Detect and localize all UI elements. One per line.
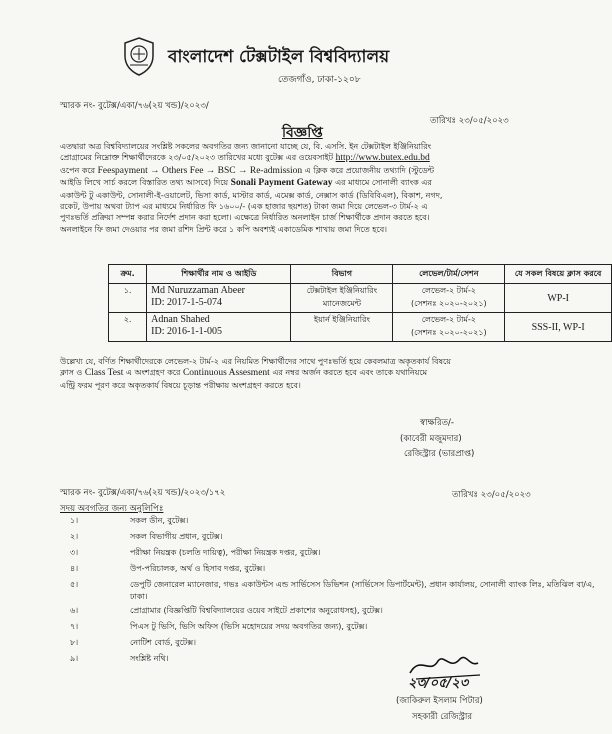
handwritten-date: ২৩/০৫/২৩ [408, 676, 469, 691]
session: (সেশনঃ ২০২০-২০২১) [411, 328, 487, 337]
col-header-courses: যে সকল বিষয়ে ক্লাস করবে [505, 265, 612, 284]
student-id: ID: 2016-1-1-005 [151, 326, 222, 337]
student-table [108, 264, 612, 342]
col-header-department: বিভাগ [291, 265, 393, 284]
body-text-span: প্রোগ্রামের নিম্নোক্ত শিক্ষার্থীদেরকে ২৩/০৫/২০২৩ তারিখের মধ্যে বুটেক্স এর ওয়েবসাইট [60, 153, 334, 163]
row-student [147, 313, 291, 342]
signatory-2-designation: সহকারী রেজিস্ট্রার [412, 712, 473, 722]
body-line [60, 177, 560, 189]
notice-body [60, 141, 560, 235]
list-item-text: নোটিশ বোর্ড, বুটেক্স। [130, 638, 197, 647]
list-item-text: সকল বিভাগীয় প্রধান, বুটেক্স। [130, 532, 223, 541]
body-line: পুণঃভর্তি প্রক্রিয়া সম্পন্ন করার নির্দেশ প্রদান করা হলো। এক্ষেত্রে নির্ধারিত অনলাইন চার্জ শিক্ষার্থীকে প্রদান করতে হবে। [60, 213, 430, 223]
payment-path: Feespayment → Others Fee → BSC → Re-admission [97, 165, 303, 176]
signature-signed: স্বাক্ষরিত/- [420, 418, 454, 428]
list-item-number: ২। [70, 532, 79, 541]
notice-title: বিজ্ঞপ্তি [282, 125, 323, 141]
list-item-text: সংশ্লিষ্ট নথি। [130, 654, 169, 663]
note-text-span: এ অংশগ্রহণ করে [125, 368, 181, 378]
note-paragraph [60, 356, 560, 391]
table-row [109, 313, 612, 342]
level-term: লেভেল-২ টার্ম-২ [421, 286, 476, 295]
department-line: ম্যানেজমেন্ট [322, 299, 362, 308]
student-name: Md Nuruzzaman Abeer [151, 285, 246, 296]
list-item-text: পরীক্ষা নিয়ন্ত্রক (চলতি দায়িত্ব), পরীক্ষা নিয়ন্ত্রক দপ্তর, বুটেক্স। [130, 548, 321, 557]
memo-number-2: স্মারক নং- বুটেক্স/একা/৭৬(২য় খন্ড)/২০২৩/১৭২ [60, 488, 226, 498]
university-name: বাংলাদেশ টেক্সটাইল বিশ্ববিদ্যালয় [168, 47, 390, 67]
list-item-number: ৩। [70, 548, 79, 557]
table-row [109, 284, 612, 313]
col-header-serial: ক্রম. [109, 265, 147, 284]
body-line: এতদ্বারা অত্র বিশ্ববিদ্যালয়ের সংশ্লিষ্ট সকলের অবগতির জন্য জানানো যাচ্ছে যে, বি. এসসি. ইন টেক্সটাইল ইঞ্জিনিয়ারিং [60, 142, 432, 151]
department-line: টেক্সটাইল ইঞ্জিনিয়ারিং [306, 286, 378, 295]
row-student [147, 284, 291, 313]
row-courses: SSS-II, WP-I [505, 313, 612, 342]
body-line [60, 165, 560, 177]
list-item-number: ৬। [70, 606, 79, 615]
student-id: ID: 2017-1-5-074 [151, 297, 222, 308]
body-line [60, 152, 560, 164]
student-name: Adnan Shahed [151, 314, 210, 325]
website-link[interactable]: http://www.butex.edu.bd [335, 153, 430, 164]
list-item-number: ৭। [70, 622, 79, 631]
list-item-number: ৫। [70, 580, 79, 589]
university-logo-icon [122, 36, 156, 76]
note-line: উল্লেখ্য যে, বর্ণিত শিক্ষার্থীদেরকে লেভেল-২ টার্ম-২ এর নিয়মিত শিক্ষার্থীদের সাথে পুণঃভর্তি হয়ে কেবলমাত্র অকৃতকার্য বিষয়ে [60, 357, 451, 366]
note-text-span: এর নম্বর অর্জন করতে হবে এবং তাকে যথানিয়মে [272, 368, 428, 378]
body-text-span: এ ক্লিক করে প্রয়োজনীয় তথ্যাদি (স্টুডেন্ট [304, 165, 435, 175]
row-level [393, 313, 505, 342]
list-item-number: ৪। [70, 564, 79, 573]
signatory-2-name: (জাকিরুল ইসলাম পিটার) [396, 696, 483, 706]
table-header-row [109, 265, 612, 284]
list-item-text: প্রোগ্রামার (বিজ্ঞপ্তিটি বিশ্ববিদ্যালয়ের ওয়েব সাইটে প্রকাশের অনুরোধসহ), বুটেক্স। [130, 606, 383, 615]
list-item-text: ডেপুটি জেনারেল ম্যানেজার, গভঃ একাউন্টস এন্ড সার্ভিসেস ডিভিশন (সার্ভিসেস ডিপার্টমেন্ট), প্রধান কার্যালয়, সোনালী ব্যাংক লিঃ, মতিঝিল বা/এ, ঢাকা। [130, 580, 595, 601]
body-text-span: এর মাধ্যমে সোনালী ব্যাংক এর [335, 178, 432, 188]
note-line [60, 367, 560, 379]
note-line: এন্ট্রি ফরম পূরণ করে অকৃতকার্য বিষয়ে চূড়ান্ত পরীক্ষায় অংশগ্রহণ করতে হবে। [60, 380, 301, 390]
body-line: অনলাইনে ফি জমা দেওয়ার পর জমা রশিদ প্রিন্ট করে ১ কপি অবশ্যই একাডেমিক শাখায় জমা দিতে হবে। [60, 224, 388, 234]
row-serial: ১. [109, 284, 147, 313]
department-line: ইয়ার্ন ইঞ্জিনিয়ারিং [313, 315, 370, 324]
row-department [291, 284, 393, 313]
row-level [393, 284, 505, 313]
list-item-number: ৮। [70, 638, 79, 647]
signatory-name: (কাবেরী মজুমদার) [400, 434, 462, 444]
body-line: রকেট, উপায় অথবা ট্যাপ এর মাধ্যমে নির্ধারিত ফি ১৬০০/- (এক হাজার ছয়শত) টাকা জমা দিয়ে লেভেল-৩ টার্ম-২ এ [60, 202, 428, 212]
memo-date: তারিখঃ ২৩/০৫/২০২৩ [430, 116, 509, 126]
session: (সেশনঃ ২০২০-২০২১) [411, 299, 487, 308]
col-header-name: শিক্ষার্থীর নাম ও আইডি [147, 265, 291, 284]
copy-list-title: সদয় অবগতির জন্য অনুলিপিঃ [60, 504, 164, 514]
row-serial: ২. [109, 313, 147, 342]
list-item-text: সকল ডীন, বুটেক্স। [130, 516, 189, 525]
list-item-text: পিএস টু ভিসি, ভিসি অফিস (ভিসি মহোদয়ের সদয় অবগতির জন্য), বুটেক্স। [130, 622, 368, 631]
memo-date-2: তারিখঃ ২৩/০৫/২০২৩ [452, 490, 531, 500]
university-address: তেজগাঁও, ঢাকা-১২০৮ [278, 75, 361, 85]
continuous-assessment-term: Continuous Assesment [182, 368, 270, 379]
body-line: একাউন্ট টু একাউন্ট, সোনালী-ই-ওয়ালেট, ভিসা কার্ড, মাস্টার কার্ড, এমেক্স কার্ড, নেক্সাস কার্ড (ডিবিবিএল), বিকাশ, নগদ, [60, 190, 443, 200]
memo-number: স্মারক নং- বুটেক্স/একা/৭৬(২য় খন্ড)/২০২৩/ [60, 101, 209, 111]
list-item-number: ৯। [70, 654, 79, 663]
body-text-span: আইডি লিখে সার্চ করলে বিস্তারিত তথ্য আসবে) দিয়ে [60, 178, 229, 188]
signatory-designation: রেজিস্ট্রার (ভারপ্রাপ্ত) [404, 449, 475, 459]
class-test-term: Class Test [84, 368, 124, 379]
col-header-level: লেভেল/টার্ম/সেশন [393, 265, 505, 284]
row-courses: WP-I [505, 284, 612, 313]
row-department [291, 313, 393, 342]
list-item-number: ১। [70, 516, 79, 525]
list-item-text: উপ-পরিচালক, অর্থ ও হিসাব দপ্তর, বুটেক্স। [130, 564, 266, 573]
payment-gateway: Sonali Payment Gateway [230, 178, 333, 189]
note-text-span: ক্লাস ও [60, 368, 83, 378]
level-term: লেভেল-২ টার্ম-২ [421, 315, 476, 324]
body-text-span: ওপেন করে [60, 165, 96, 175]
